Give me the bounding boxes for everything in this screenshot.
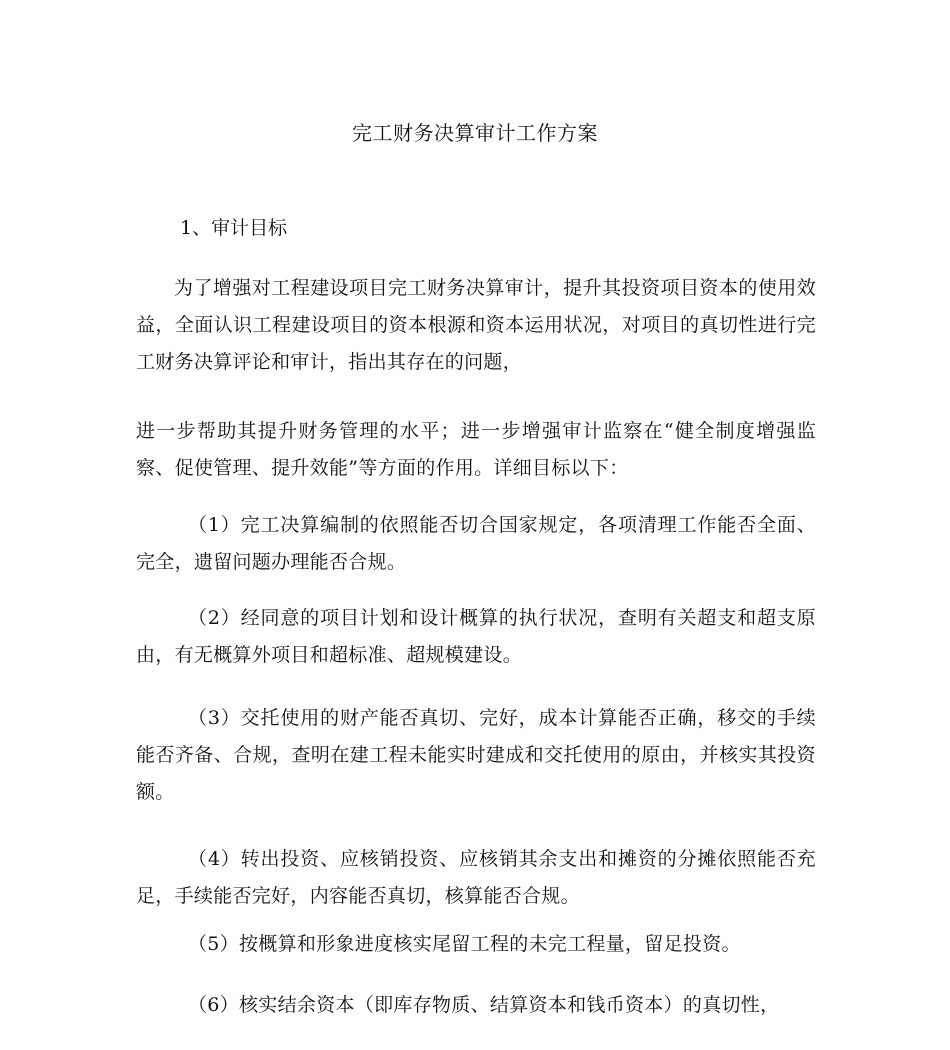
list-item-2: （2）经同意的项目计划和设计概算的执行状况，查明有关超支和超支原由，有无概算外项目和超标准、超规模建设。 bbox=[136, 607, 816, 666]
paragraph-continuation: 进一步帮助其提升财务管理的水平；进一步增强审计监察在“健全制度增强监察、促使管理、提升效能”等方面的作用。详细目标以下： bbox=[136, 420, 816, 479]
list-item-5: （5）按概算和形象进度核实尾留工程的未完工程量，留足投资。 bbox=[188, 933, 741, 955]
list-item-3: （3）交托使用的财产能否真切、完好，成本计算能否正确，移交的手续能否齐备、合规，查明在建工程未能实时建成和交托使用的原由，并核实其投资额。 bbox=[136, 707, 816, 803]
list-item-4: （4）转出投资、应核销投资、应核销其余支出和摊资的分摊依照能否充足，手续能否完好，内容能否真切，核算能否合规。 bbox=[136, 848, 816, 907]
list-item-6: （6）核实结余资本（即库存物质、结算资本和钱币资本）的真切性， bbox=[188, 994, 780, 1016]
paragraph-intro: 为了增强对工程建设项目完工财务决算审计，提升其投资项目资本的使用效益，全面认识工程建设项目的资本根源和资本运用状况，对项目的真切性进行完工财务决算评论和审计，指出其存在的问题， bbox=[136, 277, 816, 373]
document-title: 完工财务决算审计工作方案 bbox=[352, 121, 598, 145]
list-item-1: （1）完工决算编制的依照能否切合国家规定，各项清理工作能否全面、完全，遗留问题办理能否合规。 bbox=[136, 514, 816, 573]
section-heading: 1、审计目标 bbox=[180, 217, 288, 239]
